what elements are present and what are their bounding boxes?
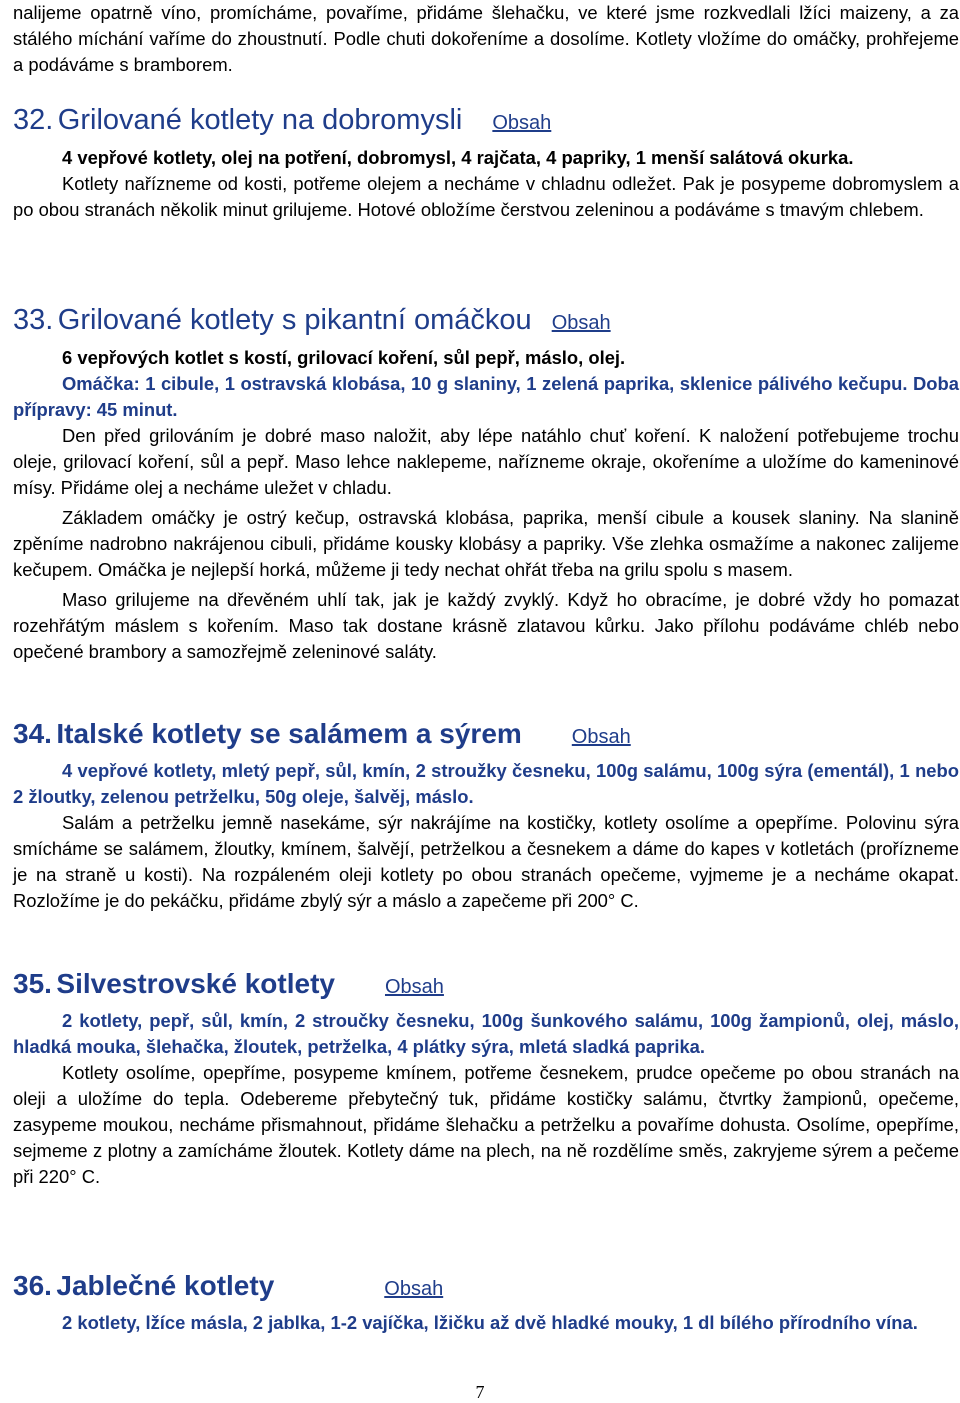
recipe-33-sauce: Omáčka: 1 cibule, 1 ostravská klobása, 10 g slaniny, 1 zelená paprika, sklenice pálivého kečupu. Doba přípravy: 45 minut. <box>13 373 959 420</box>
intro-paragraph: nalijeme opatrně víno, promícháme, povaříme, přidáme šlehačku, ve které jsme rozkvedlali lžíci maizeny, a za stálého míchání vaříme do zhoustnutí. Podle chuti dokořeníme a dosolíme. Kotlety vložíme do omáčky, prohřejeme a podáváme s bramborem. <box>13 2 959 75</box>
recipe-33-heading <box>13 304 959 337</box>
page-number: 7 <box>475 1382 485 1402</box>
obsah-link[interactable]: Obsah <box>551 312 611 334</box>
recipe-33-step-1: Den před grilováním je dobré maso naložit, aby lépe natáhlo chuť koření. K naložení potřebujeme trochu oleje, grilovací koření, sůl a pepř. Maso lehce naklepeme, nařízneme okraje, okořeníme a uložíme do kameninové mísy. Přidáme olej a necháme uležet v chladu. <box>13 425 959 498</box>
recipe-36 <box>13 1270 959 1336</box>
recipe-35-heading <box>13 968 959 1000</box>
obsah-link[interactable]: Obsah <box>571 726 631 748</box>
obsah-link[interactable]: Obsah <box>384 976 444 998</box>
recipe-35-step-1: Kotlety osolíme, opepříme, posypeme kmínem, potřeme česnekem, prudce opečeme po obou stranách na oleji a uložíme do tepla. Odebereme přebytečný tuk, přidáme kostičky salámu, čtvrtky žampionů, opečeme, zasypeme moukou, necháme přismahnout, přidáme šlehačku a petrželku a povaříme dohusta. Osolíme, opepříme, sejmeme z plotny a zamícháme žloutek. Kotlety dáme na plech, na ně rozdělíme směs, zakryjeme sýrem a pečeme při 220° C. <box>13 1062 959 1187</box>
obsah-link[interactable]: Obsah <box>384 1278 444 1300</box>
recipe-title: Silvestrovské kotlety <box>56 968 335 999</box>
recipe-33 <box>13 304 959 665</box>
obsah-link[interactable]: Obsah <box>492 112 552 134</box>
recipe-number: 33. <box>13 304 54 336</box>
recipe-34-ingredients: 4 vepřové kotlety, mletý pepř, sůl, kmín, 2 stroužky česneku, 100g salámu, 100g sýra (ementál), 1 nebo 2 žloutky, zelenou petrželku, 50g oleje, šalvěj, máslo. <box>13 760 959 807</box>
recipe-35-ingredients: 2 kotlety, pepř, sůl, kmín, 2 stroučky česneku, 100g šunkového salámu, 100g žampionů, olej, máslo, hladká mouka, šlehačka, žloutek, petrželka, 4 plátky sýra, mletá sladká paprika. <box>13 1010 959 1057</box>
recipe-number: 32. <box>13 104 54 136</box>
recipe-34-heading <box>13 718 959 750</box>
recipe-34 <box>13 718 959 914</box>
recipe-title: Grilované kotlety s pikantní omáčkou <box>57 304 532 336</box>
recipe-number: 35. <box>13 968 52 999</box>
recipe-35 <box>13 968 959 1190</box>
recipe-number: 34. <box>13 718 52 749</box>
recipe-33-step-2: Základem omáčky je ostrý kečup, ostravská klobása, paprika, menší cibule a kousek slaniny. Na slanině zpěníme nadrobno nakrájenou cibuli, přidáme kousky klobásy a papriky. Vše zlehka osmažíme a nakonec zalijeme kečupem. Omáčka je nejlepší horká, můžeme ji tedy nechat ohřát třeba na grilu spolu s masem. <box>13 507 959 580</box>
recipe-36-heading <box>13 1270 959 1302</box>
recipe-36-ingredients: 2 kotlety, lžíce másla, 2 jablka, 1-2 vajíčka, lžičku až dvě hladké mouky, 1 dl bílého přírodního vína. <box>62 1312 918 1333</box>
recipe-32-step-1: Kotlety nařízneme od kosti, potřeme olejem a necháme v chladnu odležet. Pak je posypeme dobromyslem a po obou stranách několik minut grilujeme. Hotové obložíme čerstvou zeleninou a podáváme s tmavým chlebem. <box>13 173 959 220</box>
recipe-number: 36. <box>13 1270 52 1301</box>
recipe-33-step-3: Maso grilujeme na dřevěném uhlí tak, jak je každý zvyklý. Když ho obracíme, je dobré vždy ho pomazat rozehřátým máslem s kořením. Maso tak dostane krásně zlatavou kůrku. Jako přílohu podáváme chléb nebo opečené brambory a samozřejmě zeleninové saláty. <box>13 589 959 662</box>
recipe-33-ingredients: 6 vepřových kotlet s kostí, grilovací koření, sůl pepř, máslo, olej. <box>62 347 626 368</box>
recipe-title: Grilované kotlety na dobromysli <box>57 104 463 136</box>
recipe-32 <box>13 104 959 223</box>
recipe-title: Jablečné kotlety <box>56 1270 275 1301</box>
recipe-32-ingredients: 4 vepřové kotlety, olej na potření, dobromysl, 4 rajčata, 4 papriky, 1 menší salátová okurka. <box>62 147 854 168</box>
recipe-32-heading <box>13 104 959 137</box>
recipe-title: Italské kotlety se salámem a sýrem <box>56 718 522 749</box>
recipe-34-step-1: Salám a petrželku jemně nasekáme, sýr nakrájíme na kostičky, kotlety osolíme a opepříme. Polovinu sýra smícháme se salámem, žloutky, kmínem, šalvějí, petrželkou a česnekem a dáme do kapes v kotletách (prořízneme je na straně u kosti). Na rozpáleném oleji kotlety po obou stranách opečeme, vyjmeme je a necháme okapat. Rozložíme je do pekáčku, přidáme zbylý sýr a máslo a zapečeme při 200° C. <box>13 812 959 911</box>
